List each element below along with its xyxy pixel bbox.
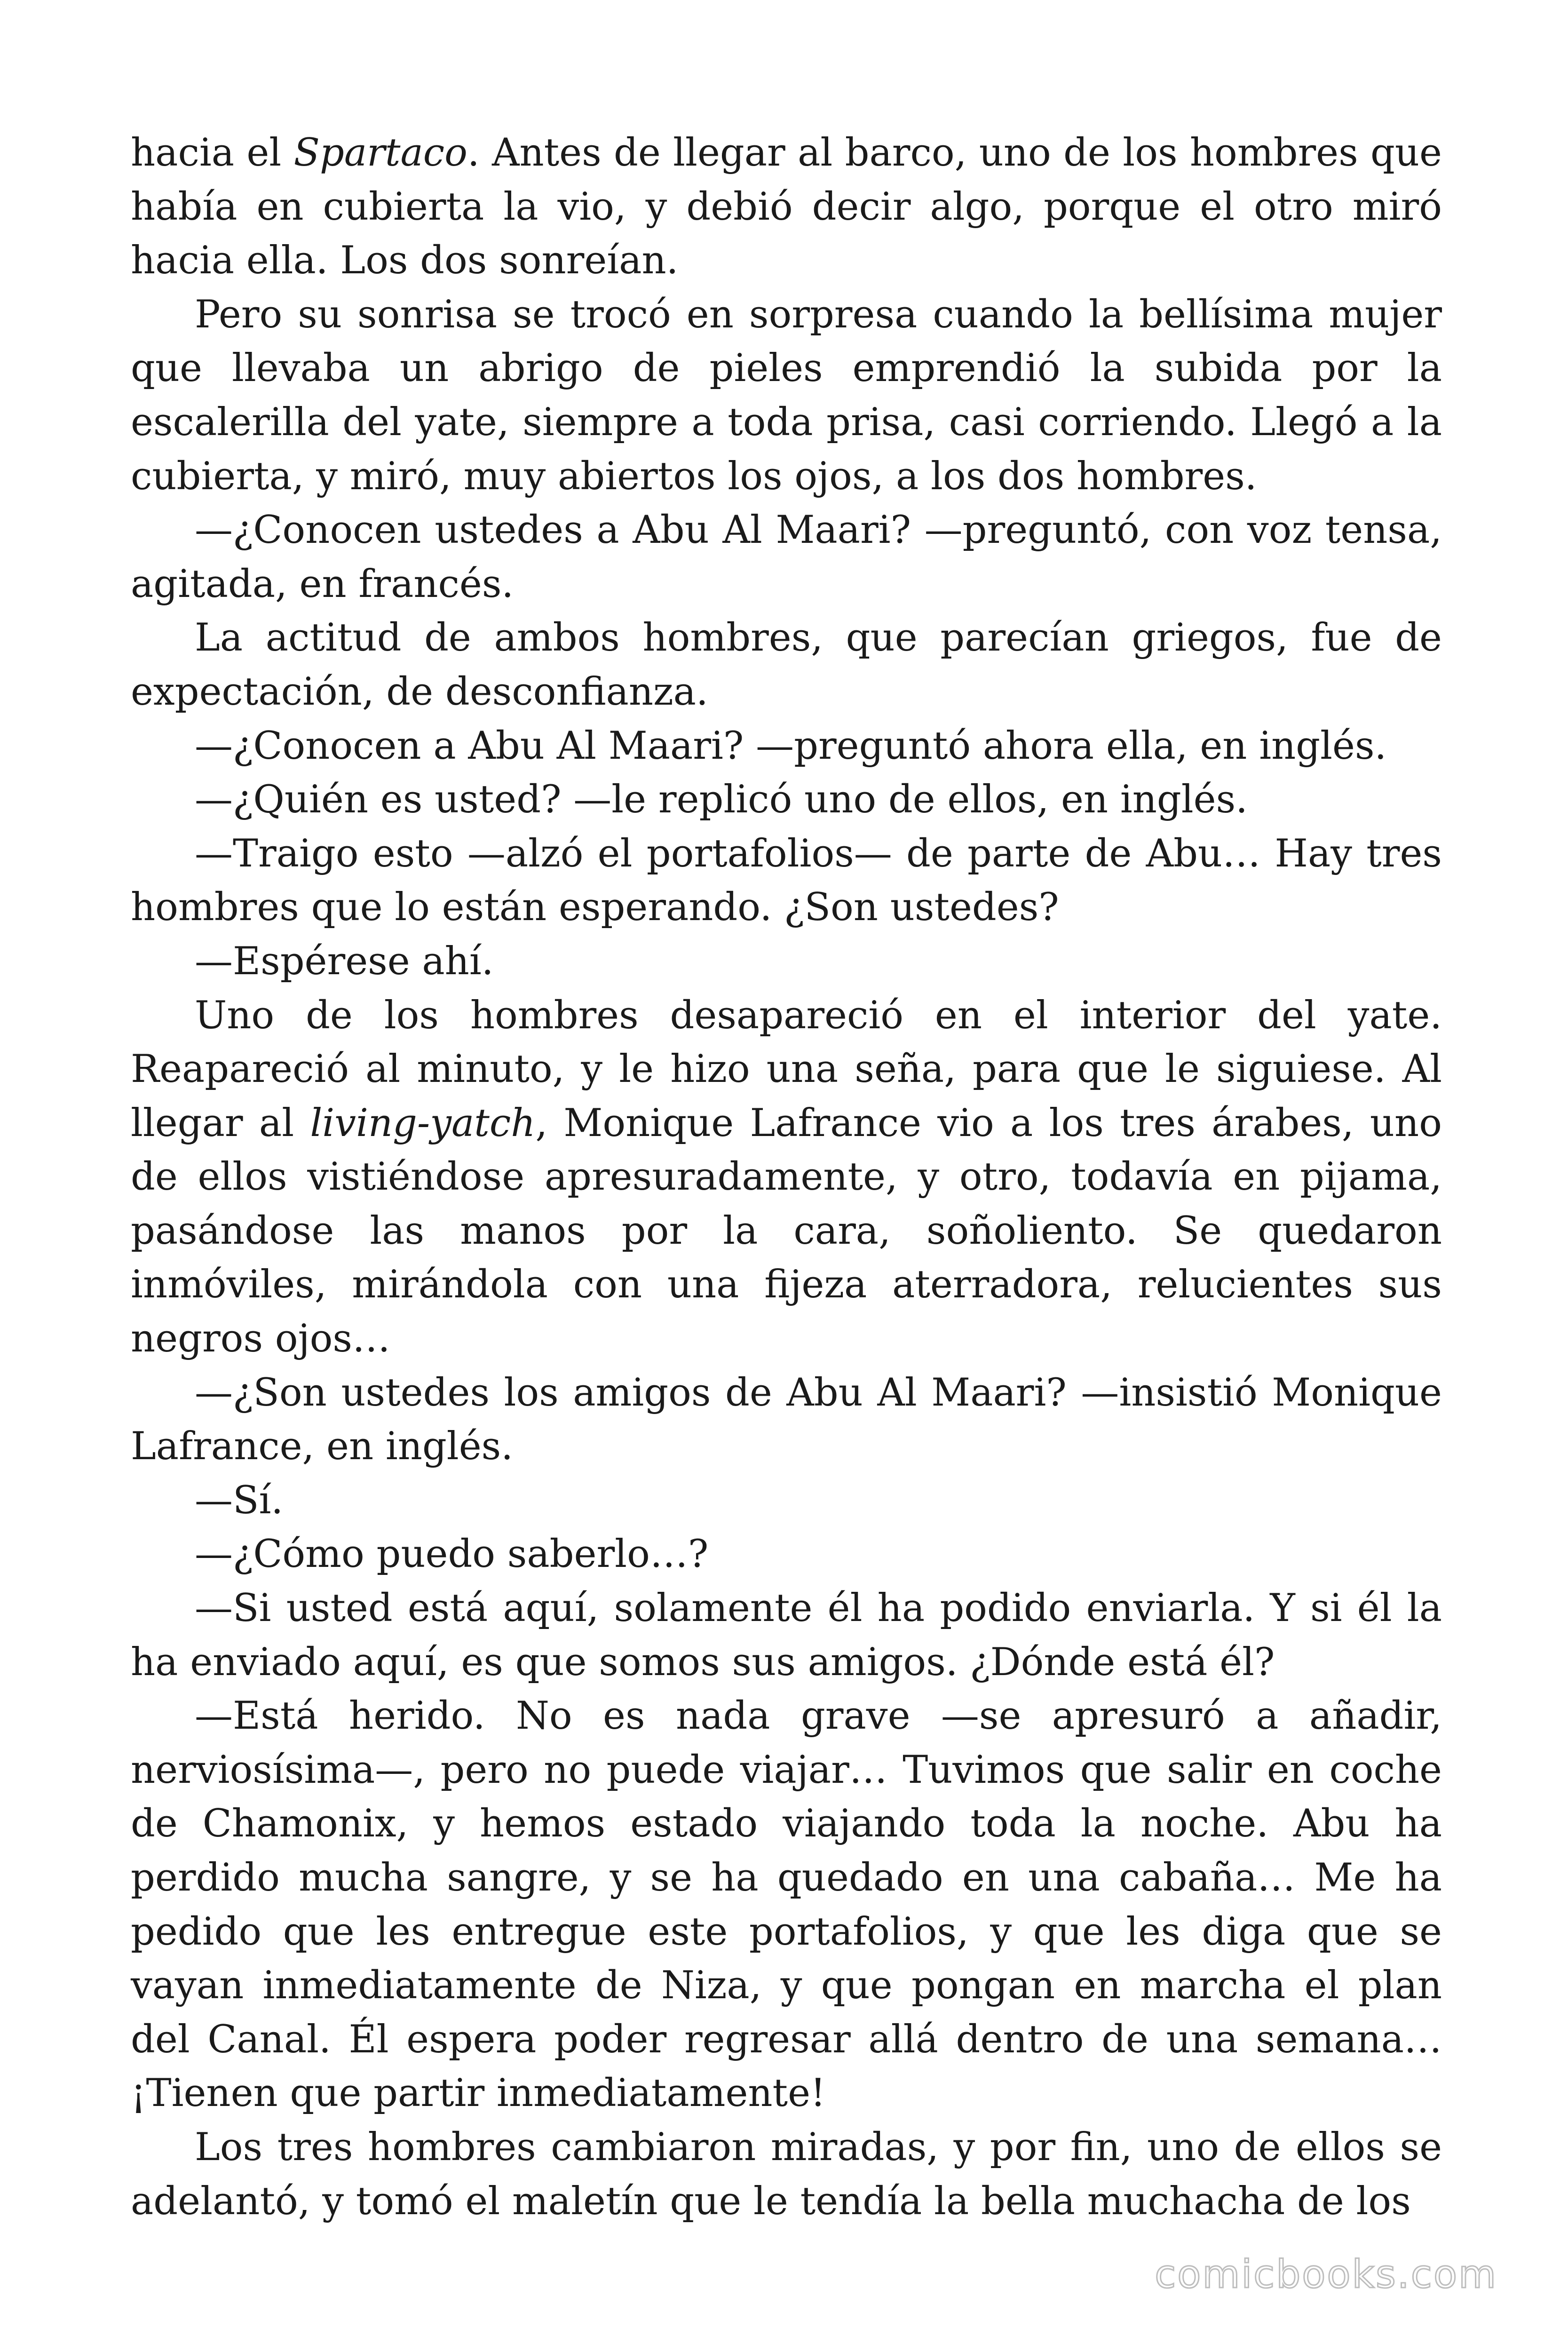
paragraph-1-pre: hacia el — [131, 131, 294, 175]
ship-name-spartaco: Spartaco — [293, 131, 467, 175]
watermark: comicbooks.com — [1155, 2252, 1497, 2297]
paragraph-1 — [131, 126, 1442, 288]
paragraph-9 — [131, 989, 1442, 1366]
paragraph-13: —Si usted está aquí, solamente él ha podido enviarla. Y si él la ha enviado aquí, es que somos sus amigos. ¿Dónde está él? — [131, 1586, 1442, 1685]
paragraph-5: —¿Conocen a Abu Al Maari? —preguntó ahora ella, en inglés. — [195, 723, 1387, 768]
paragraph-11: —Sí. — [195, 1478, 284, 1523]
paragraph-1-post: . Antes de llegar al barco, uno de los hombres que había en cubierta la vio, y debió decir algo, porque el otro miró hacia ella. Los dos sonreían. — [131, 131, 1442, 283]
paragraph-9-pre: Uno de los hombres desapareció en el interior del yate. Reapareció al minuto, y le hizo una seña, para que le siguiese. Al llegar al — [131, 993, 1442, 1145]
paragraph-10: —¿Son ustedes los amigos de Abu Al Maari? —insistió Monique Lafrance, en inglés. — [131, 1370, 1442, 1469]
paragraph-9-post: , Monique Lafrance vio a los tres árabes, uno de ellos vistiéndose apresuradamente, y otro, todavía en pijama, pasándose las manos por la cara, soñoliento. Se quedaron inmóviles, mirándola con una fijeza aterradora, relucientes sus negros ojos… — [131, 1101, 1442, 1361]
paragraph-12: —¿Cómo puedo saberlo…? — [195, 1532, 709, 1577]
paragraph-8: —Espérese ahí. — [195, 939, 494, 984]
paragraph-6: —¿Quién es usted? —le replicó uno de ellos, en inglés. — [195, 778, 1248, 822]
term-living-yatch: living-yatch — [310, 1101, 536, 1145]
paragraph-3: —¿Conocen ustedes a Abu Al Maari? —preguntó, con voz tensa, agitada, en francés. — [131, 508, 1442, 606]
page-body — [131, 126, 1442, 2228]
paragraph-14: —Está herido. No es nada grave —se apresuró a añadir, nerviosísima—, pero no puede viajar… Tuvimos que salir en coche de Chamonix, y hemos estado viajando toda la noche. Abu ha perdido mucha sangre, y se ha quedado en una cabaña… Me ha pedido que les entregue este portafolios, y que les diga que se vayan inmediatamente de Niza, y que pongan en marcha el plan del Canal. Él espera poder regresar allá dentro de una semana… ¡Tienen que partir inmediatamente! — [131, 1694, 1442, 2116]
paragraph-4: La actitud de ambos hombres, que parecían griegos, fue de expectación, de desconfianza. — [131, 616, 1442, 714]
paragraph-7: —Traigo esto —alzó el portafolios— de parte de Abu… Hay tres hombres que lo están esperando. ¿Son ustedes? — [131, 831, 1442, 930]
paragraph-2: Pero su sonrisa se trocó en sorpresa cuando la bellísima mujer que llevaba un abrigo de pieles emprendió la subida por la escalerilla del yate, siempre a toda prisa, casi corriendo. Llegó a la cubierta, y miró, muy abiertos los ojos, a los dos hombres. — [131, 292, 1442, 499]
paragraph-15: Los tres hombres cambiaron miradas, y por fin, uno de ellos se adelantó, y tomó el maletín que le tendía la bella muchacha de los — [131, 2125, 1442, 2224]
